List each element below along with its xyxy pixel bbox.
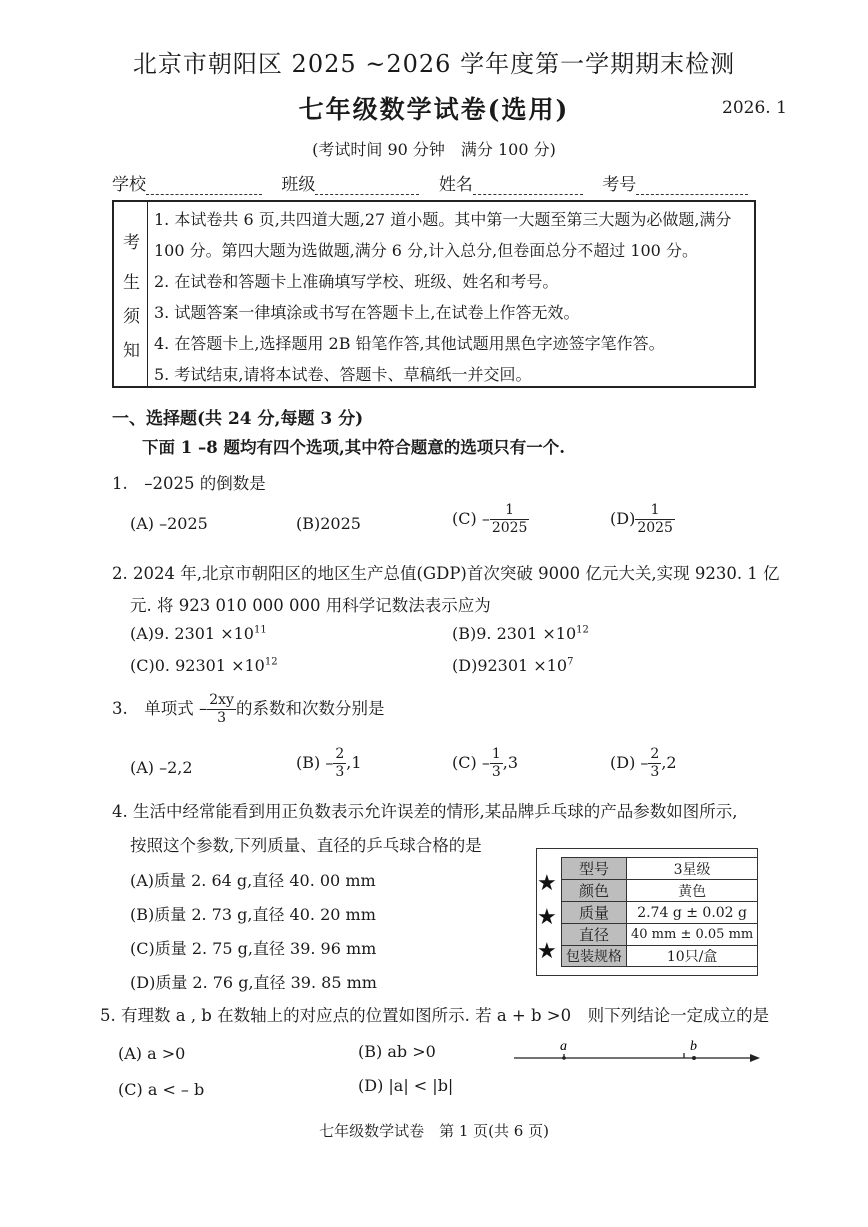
q2-option-c[interactable]: (C)0. $92301 \times 10^{12}$	[130, 656, 278, 675]
spec-row: 包装规格 10只/盒	[562, 946, 758, 967]
page-footer: 七年级数学试卷 第 1 页(共 6 页)	[319, 1122, 549, 1140]
exam-subtitle: 七年级数学试卷(选用)	[298, 95, 570, 124]
q2-option-a[interactable]: (A)9. $2301 \times 10^{11}$	[130, 624, 267, 643]
fraction: $\frac{1}{2025}$	[491, 502, 528, 536]
q5-option-c[interactable]: (C) a < – b	[118, 1080, 205, 1099]
notice-item: 3. 试题答案一律填涂或书写在答题卡上,在试卷上作答无效。	[154, 303, 580, 322]
q5-stem: 5. 有理数 a , b 在数轴上的对应点的位置如图所示. 若 a + b >0 则下列结论一定成立的是	[100, 1006, 770, 1025]
spec-row: 颜色 黄色	[562, 880, 758, 902]
star-icon: ★	[537, 939, 557, 964]
q2-stem-line2: 元. 将 923 010 000 000 用科学记数法表示应为	[130, 596, 491, 615]
spec-table	[561, 857, 758, 967]
notice-item: 1. 本试卷共 6 页,共四道大题,27 道小题。其中第一大题至第三大题为必做题,满分	[154, 210, 732, 229]
q5-option-b[interactable]: (B) ab >0	[358, 1042, 436, 1061]
spec-row: 质量 2.74 g ± 0.02 g	[562, 902, 758, 924]
number-line-figure	[514, 1036, 764, 1080]
q4-option-c[interactable]: (C)质量 2. 75 g,直径 39. 96 mm	[130, 939, 377, 958]
section-title: 一、选择题(共 24 分,每题 3 分)	[112, 409, 364, 429]
exam-number-field[interactable]: 考号	[602, 170, 748, 195]
star-icon: ★	[537, 871, 557, 896]
notice-item: 4. 在答题卡上,选择题用 2B 铅笔作答,其他试题用黑色字迹签字笔作答。	[154, 334, 665, 353]
exam-date: 2026. 1	[722, 98, 787, 118]
spec-row: 型号 3星级	[562, 858, 758, 880]
q5-option-a[interactable]: (A) a >0	[118, 1044, 186, 1063]
q2-stem-line1: 2. 2024 年,北京市朝阳区的地区生产总值(GDP)首次突破 9000 亿元大关,实现 9230. 1 亿	[112, 564, 780, 583]
q4-stem-line2: 按照这个参数,下列质量、直径的乒乓球合格的是	[130, 836, 482, 855]
star-icon: ★	[537, 905, 557, 930]
class-field[interactable]: 班级	[281, 170, 419, 195]
q3-option-c[interactable]: (C) – $\frac{1}{3}$ ,3	[452, 746, 518, 780]
notice-label: 考 生 须 知	[114, 202, 148, 386]
monomial-fraction: $\frac{2xy}{3}$	[209, 692, 234, 726]
point-b-label: b	[690, 1039, 697, 1054]
notice-item: 5. 考试结束,请将本试卷、答题卡、草稿纸一并交回。	[154, 365, 532, 384]
student-info-fields	[112, 170, 762, 195]
q2-option-d[interactable]: $(D)92301 \times 10^7$	[452, 656, 574, 675]
notice-item: 2. 在试卷和答题卡上准确填写学校、班级、姓名和考号。	[154, 272, 559, 291]
notice-items	[154, 204, 748, 390]
q1-option-d[interactable]: (D) $\frac{1}{2025}$	[610, 502, 673, 536]
spec-row: 直径 40 mm ± 0.05 mm	[562, 924, 758, 946]
notice-item: 100 分。第四大题为选做题,满分 6 分,计入总分,但卷面总分不超过 100 分。	[154, 241, 698, 260]
q1-option-c[interactable]: (C) – $\frac{1}{2025}$	[452, 502, 528, 536]
point-a-label: a	[560, 1039, 567, 1054]
q4-option-a[interactable]: (A)质量 2. 64 g,直径 40. 00 mm	[130, 871, 376, 890]
product-spec-figure	[536, 848, 758, 976]
q3-option-a[interactable]: (A) –2,2	[130, 758, 193, 777]
q5-option-d[interactable]: (D) |a| < |b|	[358, 1076, 454, 1095]
q3-stem: 3. 单项式 – $\frac{2xy}{3}$ 的系数和次数分别是	[112, 692, 385, 726]
q4-stem-line1: 4. 生活中经常能看到用正负数表示允许误差的情形,某品牌乒乓球的产品参数如图所示,	[112, 802, 738, 821]
school-field[interactable]: 学校	[112, 170, 262, 195]
exam-info: (考试时间 90 分钟 满分 100 分)	[312, 140, 556, 159]
name-field[interactable]: 姓名	[439, 170, 583, 195]
q4-option-b[interactable]: (B)质量 2. 73 g,直径 40. 20 mm	[130, 905, 376, 924]
q1-stem: 1. –2025 的倒数是	[112, 474, 266, 493]
fraction: $\frac{1}{2025}$	[637, 502, 673, 536]
notice-box	[112, 200, 756, 388]
q1-option-b[interactable]: (B)2025	[296, 514, 361, 533]
exam-title: 北京市朝阳区 2025 ~2026 学年度第一学期期末检测	[132, 50, 736, 78]
q3-option-b[interactable]: (B) – $\frac{2}{3}$ ,1	[296, 746, 362, 780]
q2-option-b[interactable]: (B)9. $2301 \times 10^{12}$	[452, 624, 589, 643]
section-instruction: 下面 1 –8 题均有四个选项,其中符合题意的选项只有一个.	[142, 438, 565, 457]
q3-option-d[interactable]: (D) – $\frac{2}{3}$ ,2	[610, 746, 677, 780]
q1-option-a[interactable]: (A) –2025	[130, 514, 208, 533]
q4-option-d[interactable]: (D)质量 2. 76 g,直径 39. 85 mm	[130, 973, 377, 992]
